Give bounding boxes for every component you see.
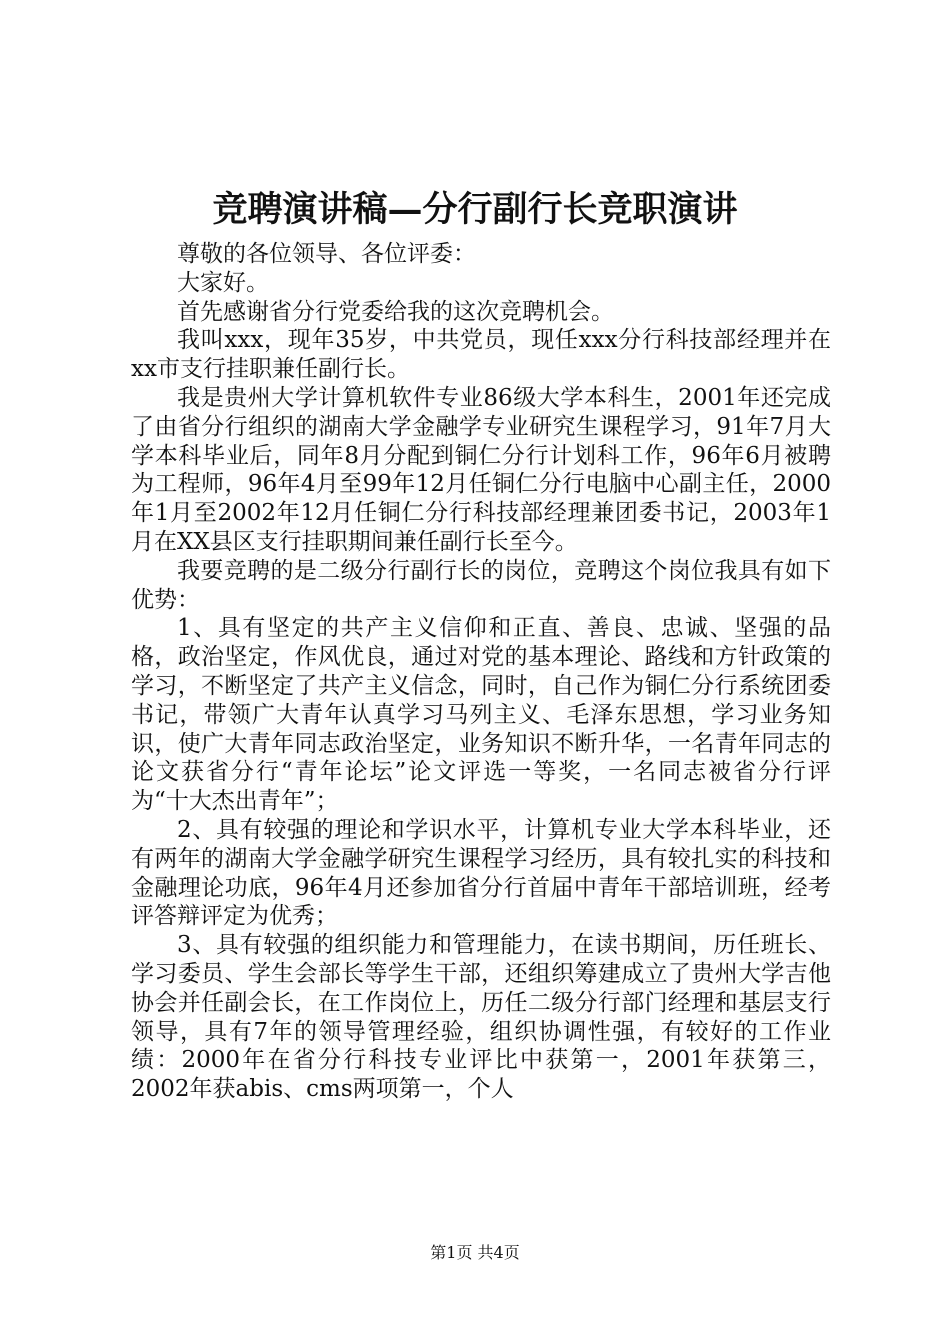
paragraph-thanks: 首先感谢省分行党委给我的这次竞聘机会。 xyxy=(177,298,614,325)
page-number-footer: 第1页 共4页 xyxy=(430,1243,520,1262)
greeting: 大家好。 xyxy=(177,269,269,296)
document-title: 竞聘演讲稿—分行副行长竞职演讲 xyxy=(212,189,738,230)
paragraph-background: 我是贵州大学计算机软件专业86级大学本科生，2001年还完成了由省分行组织的湖南大学金融学专业研究生课程学习，91年7月大学本科毕业后，同年8月分配到铜仁分行计划科工作，96年6月被聘为工程师，96年4月至99年12月任铜仁分行电脑中心副主任，2000年1月至2002年12月任铜仁分行科技部经理兼团委书记，2003年1月在XX县区支行挂职期间兼任副行长至今。 xyxy=(131,384,831,555)
salutation: 尊敬的各位领导、各位评委： xyxy=(177,241,476,267)
list-item-advantage-3: 3、具有较强的组织能力和管理能力，在读书期间，历任班长、学习委员、学生会部长等学生干部，还组织筹建成立了贵州大学吉他协会并任副会长，在工作岗位上，历任二级分行部门经理和基层支行领导，具有7年的领导管理经验，组织协调性强，有较好的工作业绩：2000年在省分行科技专业评比中获第一，2001年获第三，2002年获abis、cms两项第一，个人 xyxy=(131,932,831,1103)
document-body xyxy=(131,240,831,1104)
list-item-advantage-1: 1、具有坚定的共产主义信仰和正直、善良、忠诚、坚强的品格，政治坚定，作风优良，通过对党的基本理论、路线和方针政策的学习，不断坚定了共产主义信念，同时，自己作为铜仁分行系统团委书记，带领广大青年认真学习马列主义、毛泽东思想，学习业务知识，使广大青年同志政治坚定，业务知识不断升华，一名青年同志的论文获省分行“青年论坛”论文评选一等奖，一名同志被省分行评为“十大杰出青年”； xyxy=(131,615,831,815)
list-item-advantage-2: 2、具有较强的理论和学识水平，计算机专业大学本科毕业，还有两年的湖南大学金融学研究生课程学习经历，具有较扎实的科技和金融理论功底，96年4月还参加省分行首届中青年干部培训班，经考评答辩评定为优秀； xyxy=(131,816,831,930)
paragraph-position: 我要竞聘的是二级分行副行长的岗位，竞聘这个岗位我具有如下优势： xyxy=(131,557,831,613)
paragraph-introduction: 我叫xxx，现年35岁，中共党员，现任xxx分行科技部经理并在xx市支行挂职兼任副行长。 xyxy=(131,327,831,383)
